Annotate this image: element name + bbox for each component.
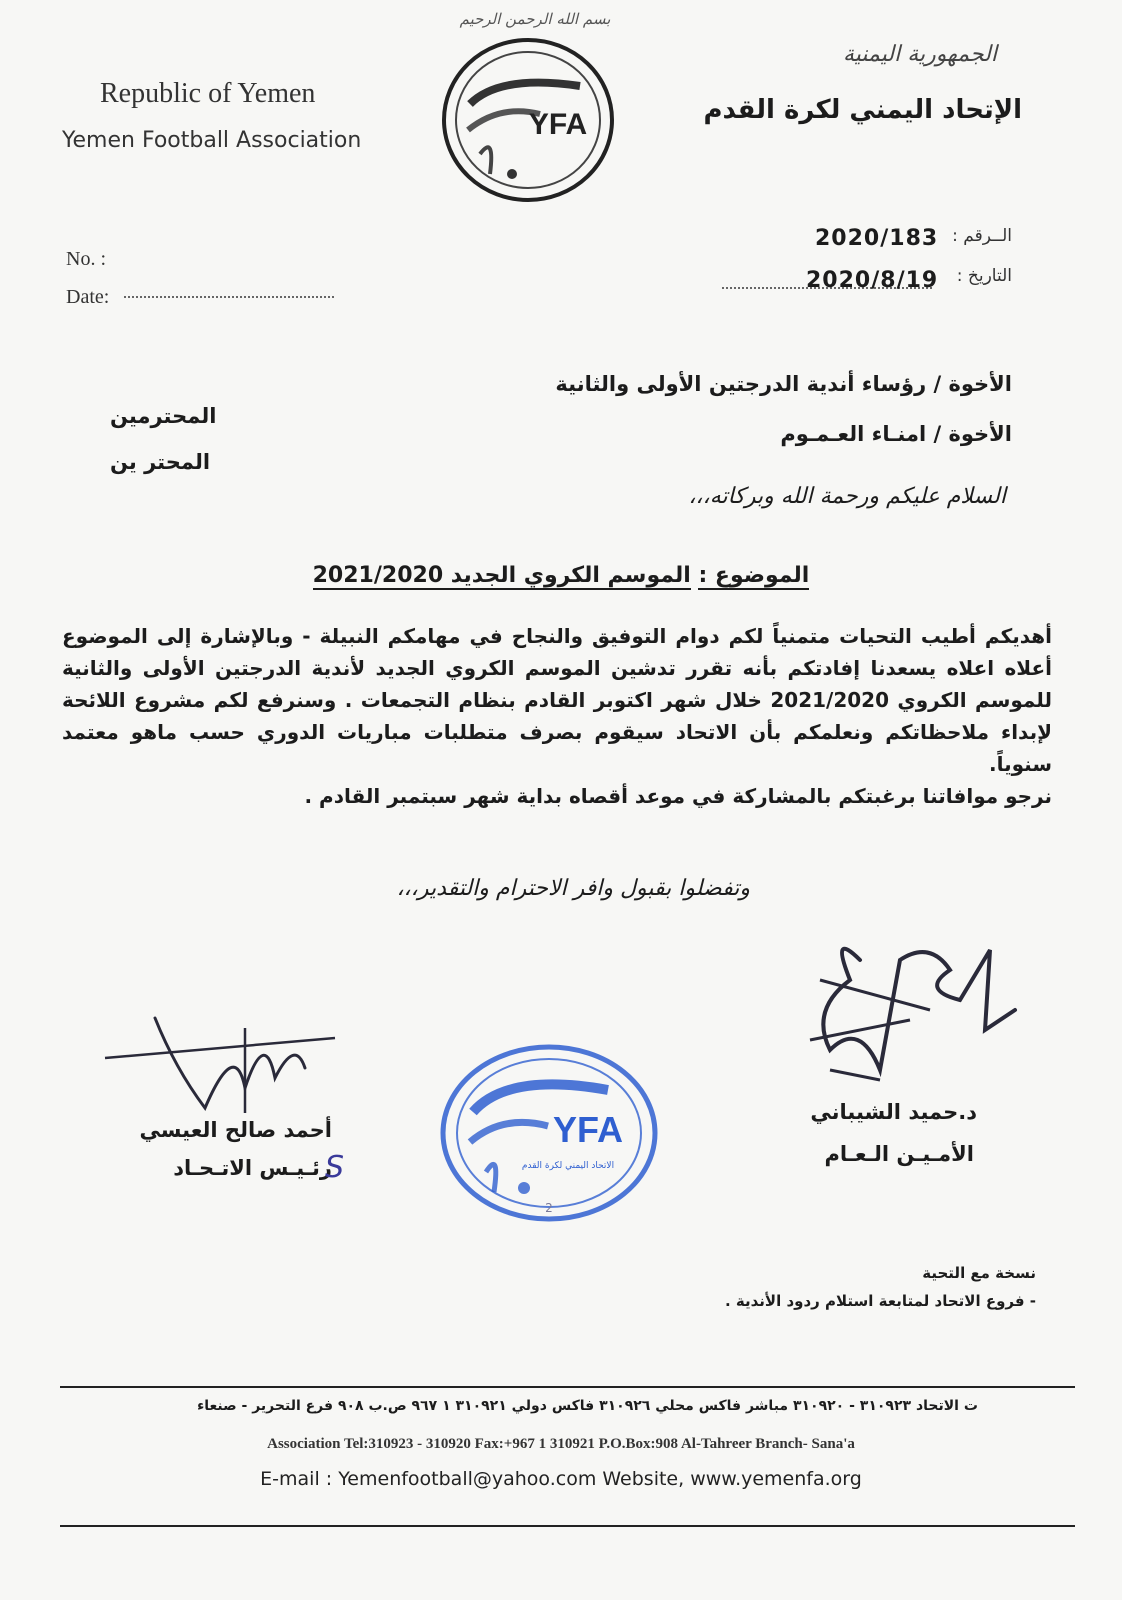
footer-divider-bottom [60, 1525, 1075, 1527]
addressee-line-1: الأخوة / رؤساء أندية الدرجتين الأولى والثانية [555, 372, 1012, 396]
body-paragraph-1: أهديكم أطيب التحيات متمنياً لكم دوام التوفيق والنجاح في مهامكم النبيلة - وبالإشارة إلى الموضوع أعلاه اعلاه يسعدنا إفادتكم بأنه تقرر تدشين الموسم الكروي الجديد لأندية الدرجتين الأولى والثانية للموسم الكروي 2021/2020 خلال شهر اكتوبر القادم بنظام التجمعات . وسنرفع لكم مشروع اللائحة لإبداء ملاحظاتكم ونعلمكم بأن الاتحاد سيقوم بصرف متطلبات مباريات الدوري حسب ماهو معتمد سنوياً. [62, 624, 1052, 776]
copy-to-label: نسخة مع التحية [922, 1264, 1036, 1282]
subject-label: الموضوع : [698, 563, 810, 588]
footer-english-contact: Association Tel:310923 - 310920 Fax:+967 1 310921 P.O.Box:908 Al-Tahreer Branch- Sana'a [267, 1436, 855, 1452]
stamp-number: 2 [545, 1201, 553, 1215]
arabic-org-name: الإتحاد اليمني لكرة القدم [703, 95, 1022, 125]
arabic-date-label: التاريخ : [956, 266, 1012, 286]
english-date-label: Date: [66, 286, 110, 308]
signature-left [95, 1008, 345, 1128]
official-stamp [438, 1042, 660, 1224]
signatory-right-title: الأمـيـن الـعـام [824, 1142, 974, 1166]
signatory-left-mark: S [325, 1150, 345, 1185]
footer-divider-top [60, 1386, 1075, 1388]
greeting: السلام عليكم ورحمة الله وبركاته،،، [688, 484, 1006, 509]
stamp-text: YFA [552, 1109, 624, 1150]
signature-right [790, 920, 1030, 1100]
body-paragraph-2: نرجو موافاتنا برغبتكم بالمشاركة في موعد أقصاه بداية شهر سبتمبر القادم . [304, 784, 1052, 808]
arabic-country-name: الجمهورية اليمنية [842, 42, 997, 67]
subject-text: الموسم الكروي الجديد 2021/2020 [312, 563, 691, 588]
footer-arabic-contact: ت الاتحاد ٣١٠٩٢٣ - ٣١٠٩٢٠ مباشر فاكس محلي ٣١٠٩٢٦ فاكس دولي ٣١٠٩٢١ ١ ٩٦٧ ص.ب ٩٠٨ فرع التحرير - صنعاء [197, 1398, 978, 1414]
copy-to-item: - فروع الاتحاد لمتابعة استلام ردود الأندية . [724, 1292, 1036, 1310]
addressee-line-2: الأخوة / امنـاء العـمـوم [780, 422, 1012, 446]
closing-line: وتفضلوا بقبول وافر الاحترام والتقدير،،، [396, 876, 750, 901]
english-org-name: Yemen Football Association [62, 128, 362, 153]
footer-email-website: E-mail : Yemenfootball@yahoo.com Website, www.yemenfa.org [260, 1468, 862, 1490]
english-no-label: No. : [66, 248, 106, 270]
arabic-ref-label: الــرقم : [952, 226, 1012, 246]
honorific-1: المحترمين [110, 404, 217, 428]
date-dotted-line [124, 296, 334, 298]
ref-number: 2020/183 [815, 226, 939, 251]
signatory-left-name: أحمد صالح العيسي [139, 1118, 332, 1142]
letter-date: 2020/8/19 [806, 268, 939, 293]
honorific-2: المحتر ين [110, 450, 211, 474]
stamp-subtext: الاتحاد اليمني لكرة القدم [521, 1161, 615, 1171]
english-country-name: Republic of Yemen [100, 78, 316, 109]
subject-line [0, 563, 1122, 588]
logo-text: YFA [528, 108, 588, 141]
signatory-right-name: د.حميد الشيباني [810, 1100, 977, 1124]
basmala-text: بسم الله الرحمن الرحيم [459, 10, 611, 28]
yfa-logo [440, 34, 616, 206]
signatory-left-title: رئـيـس الاتـحـاد [173, 1156, 332, 1180]
letter-body [62, 620, 1052, 812]
